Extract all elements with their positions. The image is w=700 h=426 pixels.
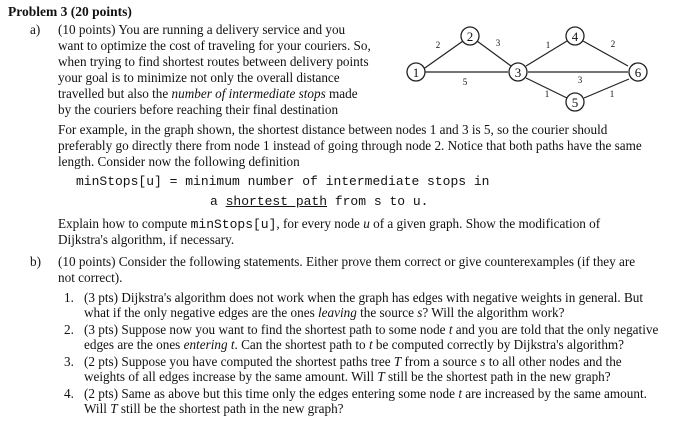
weight-2-3: 3 [495,38,501,48]
node-6-label: 6 [634,65,642,80]
part-a-example-line-2: preferably go directly there from node 1 instead of going through node 2. Notice that both paths have the same [58,138,642,153]
node-3-label: 3 [514,65,522,80]
edge-2-3 [477,41,511,66]
part-b-label: b) [30,254,41,269]
node-1-label: 1 [412,65,420,80]
inline-code-minstops: minStops[u] [190,217,277,232]
node-4-label: 4 [571,29,579,44]
part-a-intro-line-6: by the couriers before reaching their final destination [58,102,339,117]
part-a-intro-line-4: your goal is to minimize not only the overall distance [58,70,340,85]
weight-1-3: 5 [462,77,468,87]
weight-3-6: 3 [577,75,583,85]
part-a-intro-line-2: want to optimize the cost of traveling for your couriers. So, [58,38,371,53]
definition-line-1: minStops[u] = minimum number of intermediate stops in [76,174,490,189]
item-2-line-2: edges are the ones entering t. Can the shortest path to t be computed correctly by Dijkstra's algorithm? [84,337,625,352]
part-b-intro-line-2: not correct). [58,270,123,285]
node-5-label: 5 [571,95,579,110]
item-2-number: 2. [64,322,74,337]
part-a-example-line-1: For example, in the graph shown, the shortest distance between nodes 1 and 3 is 5, so the courier should [58,122,608,137]
weight-3-5: 1 [544,89,550,99]
part-a-intro-line-5: travelled but also the number of intermediate stops made [58,86,358,101]
part-a-intro-line-3: when trying to find shortest routes between delivery points [58,54,369,69]
part-b-intro-line-1: (10 points) Consider the following statements. Either prove them correct or give counterexamples (if they are [58,254,636,269]
item-4-number: 4. [64,386,74,401]
item-1-line-2: what if the only negative edges are the ones leaving the source s? Will the algorithm work? [84,305,565,320]
part-a-explain-line-2: Dijkstra's algorithm, if necessary. [58,232,235,247]
edge-1-2 [422,41,463,70]
item-1-number: 1. [64,290,74,305]
item-2-line-1: (3 pts) Suppose now you want to find the shortest path to some node t and you are told that the only negative [84,322,659,337]
weighted-graph-figure [400,24,685,124]
node-2-label: 2 [466,29,474,44]
part-a-intro-line-1: (10 points) You are running a delivery service and you [58,22,346,37]
item-3-line-1: (2 pts) Suppose you have computed the shortest paths tree T from a source s to all other nodes and the [84,354,622,369]
edge-4-6 [583,41,628,66]
item-1-line-1: (3 pts) Dijkstra's algorithm does not work when the graph has edges with negative weights in general. But [84,290,644,305]
weight-5-6: 1 [609,89,615,99]
weight-1-2: 2 [435,40,441,50]
part-a-label: a) [30,22,41,37]
item-3-line-2: weights of all edges increase by the same amount. Will T still be the shortest path in the new graph? [84,369,611,384]
weight-3-4: 1 [545,40,551,50]
item-4-line-1: (2 pts) Same as above but this time only the edges entering some node t are increased by the same amount. [84,386,647,401]
edge-5-6 [584,79,629,98]
problem-title: Problem 3 (20 points) [8,4,132,19]
definition-line-2: a shortest path from s to u. [210,194,429,209]
part-a-explain-line-1: Explain how to compute minStops[u], for every node u of a given graph. Show the modification of [58,216,601,232]
item-4-line-2: Will T still be the shortest path in the new graph? [84,401,344,416]
part-a-example-line-3: length. Consider now the following definition [58,154,300,169]
shortest-path-underlined: shortest path [225,194,328,209]
item-3-number: 3. [64,354,74,369]
weight-4-6: 2 [610,39,616,49]
emphasis-intermediate-stops: number of intermediate stops [171,86,326,101]
